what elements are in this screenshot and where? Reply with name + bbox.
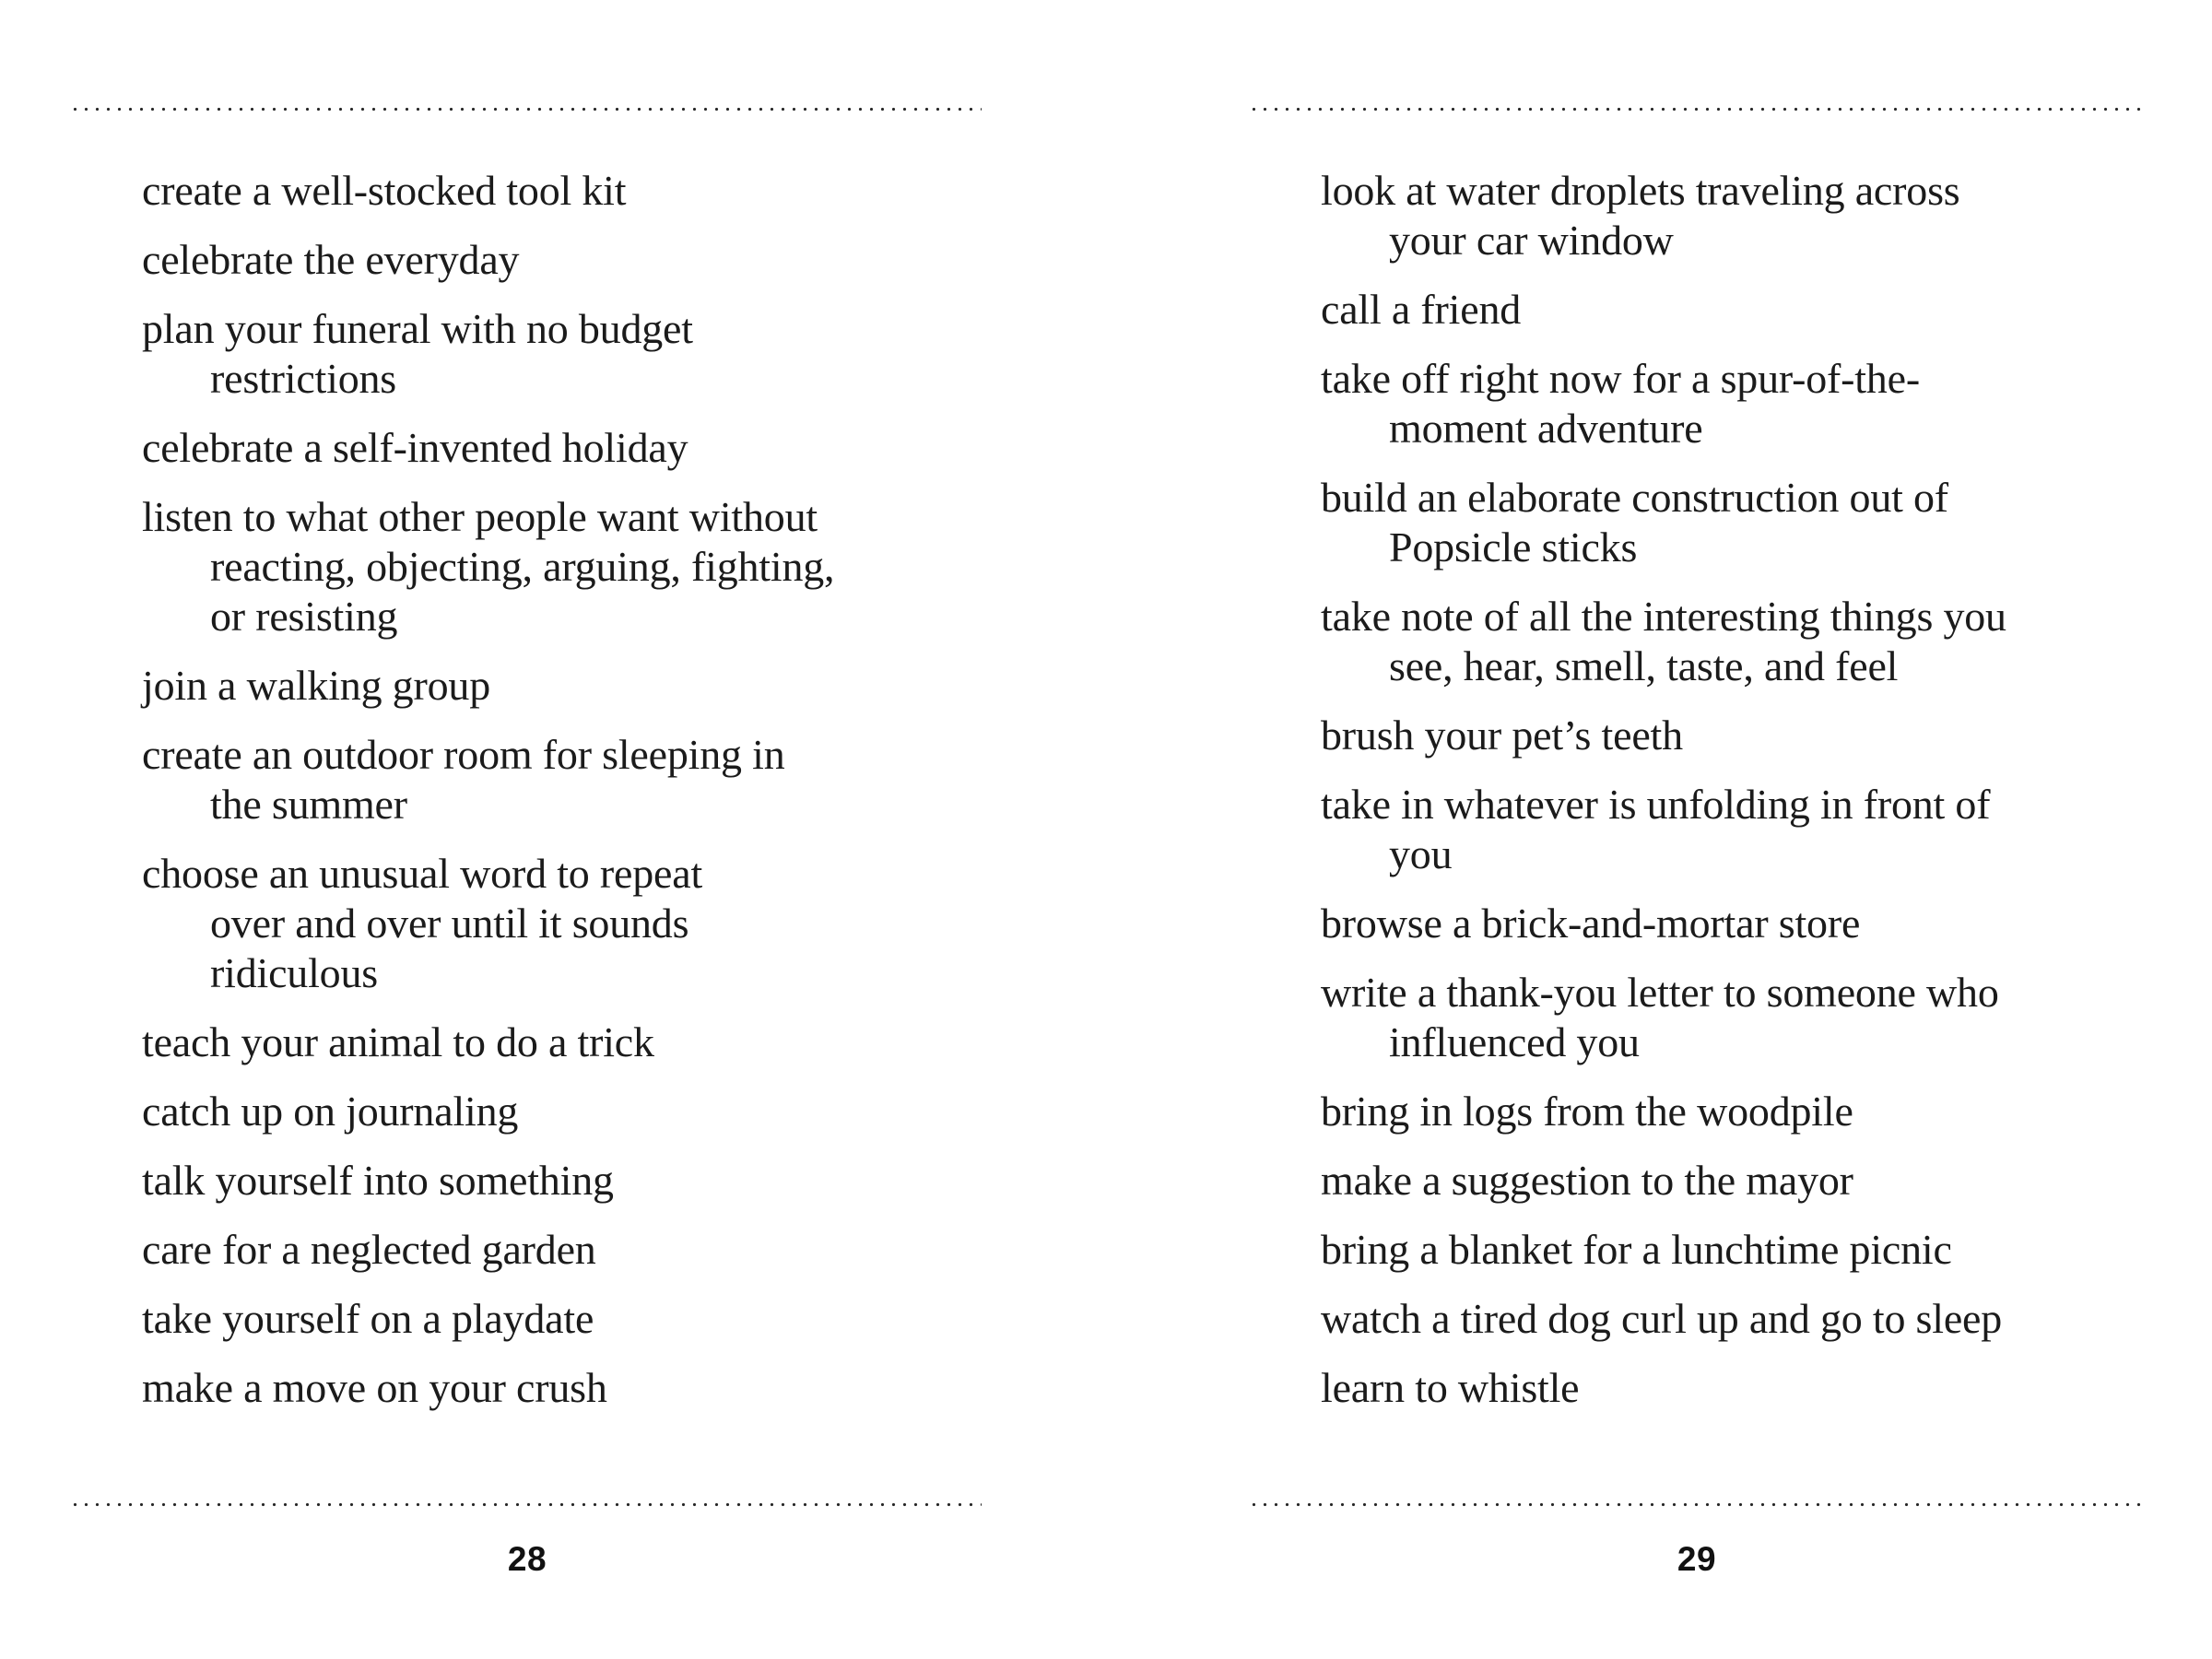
list-item — [142, 1225, 982, 1275]
list-item — [142, 730, 982, 830]
item-line: join a walking group — [142, 662, 490, 709]
list-item — [142, 235, 982, 285]
item-line: take yourself on a playdate — [142, 1295, 594, 1342]
item-line: take in whatever is unfolding in front of — [1321, 781, 1991, 828]
item-line: Popsicle sticks — [1389, 524, 1638, 571]
item-line: ridiculous — [210, 949, 378, 996]
dotted-rule-bottom — [73, 1502, 982, 1507]
list-item — [142, 492, 982, 641]
activity-list — [1321, 166, 2142, 1413]
item-line: take note of all the interesting things you — [1321, 593, 2006, 640]
page-right — [1252, 109, 2142, 1630]
item-line: brush your pet’s teeth — [1321, 712, 1683, 759]
list-item — [1321, 1156, 2142, 1206]
list-item — [1321, 1087, 2142, 1136]
list-item — [1321, 899, 2142, 948]
item-line: build an elaborate construction out of — [1321, 474, 1948, 521]
item-line: reacting, objecting, arguing, fighting, — [210, 543, 835, 590]
list-item — [142, 1156, 982, 1206]
item-line: make a suggestion to the mayor — [1321, 1157, 1853, 1204]
list-item — [142, 849, 982, 998]
item-line: choose an unusual word to repeat — [142, 850, 703, 897]
item-line: bring a blanket for a lunchtime picnic — [1321, 1226, 1952, 1273]
dotted-rule-top — [1252, 107, 2142, 112]
list-item — [142, 1363, 982, 1413]
item-line: or resisting — [210, 593, 398, 640]
item-line: see, hear, smell, taste, and feel — [1389, 642, 1899, 689]
list-item — [142, 304, 982, 404]
page-left — [73, 109, 982, 1630]
list-item — [142, 1087, 982, 1136]
list-item — [1321, 968, 2142, 1067]
list-item — [1321, 1294, 2142, 1344]
item-line: restrictions — [210, 355, 396, 402]
item-line: the summer — [210, 781, 407, 828]
item-line: over and over until it sounds — [210, 900, 689, 947]
list-item — [1321, 711, 2142, 760]
item-line: bring in logs from the woodpile — [1321, 1088, 1853, 1135]
item-line: look at water droplets traveling across — [1321, 167, 1960, 214]
page-number: 29 — [1677, 1540, 1717, 1578]
list-item — [142, 1294, 982, 1344]
item-line: plan your funeral with no budget — [142, 305, 693, 352]
item-line: teach your animal to do a trick — [142, 1018, 654, 1065]
item-line: create an outdoor room for sleeping in — [142, 731, 785, 778]
item-line: learn to whistle — [1321, 1364, 1580, 1411]
list-item — [1321, 780, 2142, 879]
item-line: talk yourself into something — [142, 1157, 614, 1204]
item-line: celebrate the everyday — [142, 236, 520, 283]
activity-list — [142, 166, 982, 1413]
list-item — [142, 166, 982, 216]
list-item — [142, 423, 982, 473]
item-line: call a friend — [1321, 286, 1522, 333]
item-line: create a well-stocked tool kit — [142, 167, 627, 214]
list-item — [1321, 592, 2142, 691]
item-line: take off right now for a spur-of-the- — [1321, 355, 1920, 402]
list-item — [1321, 473, 2142, 572]
item-line: make a move on your crush — [142, 1364, 607, 1411]
list-item — [142, 661, 982, 711]
item-line: influenced you — [1389, 1018, 1640, 1065]
item-line: browse a brick-and-mortar store — [1321, 900, 1861, 947]
item-line: watch a tired dog curl up and go to sleep — [1321, 1295, 2003, 1342]
item-line: celebrate a self-invented holiday — [142, 424, 688, 471]
list-item — [1321, 285, 2142, 335]
item-line: catch up on journaling — [142, 1088, 519, 1135]
list-item — [142, 1018, 982, 1067]
dotted-rule-top — [73, 107, 982, 112]
item-line: you — [1389, 830, 1453, 877]
dotted-rule-bottom — [1252, 1502, 2142, 1507]
item-line: listen to what other people want without — [142, 493, 818, 540]
list-item — [1321, 166, 2142, 265]
list-item — [1321, 1363, 2142, 1413]
page-number: 28 — [507, 1540, 547, 1578]
item-line: care for a neglected garden — [142, 1226, 596, 1273]
list-item — [1321, 354, 2142, 453]
item-line: write a thank-you letter to someone who — [1321, 969, 1999, 1016]
list-item — [1321, 1225, 2142, 1275]
item-line: moment adventure — [1389, 405, 1703, 452]
item-line: your car window — [1389, 217, 1674, 264]
